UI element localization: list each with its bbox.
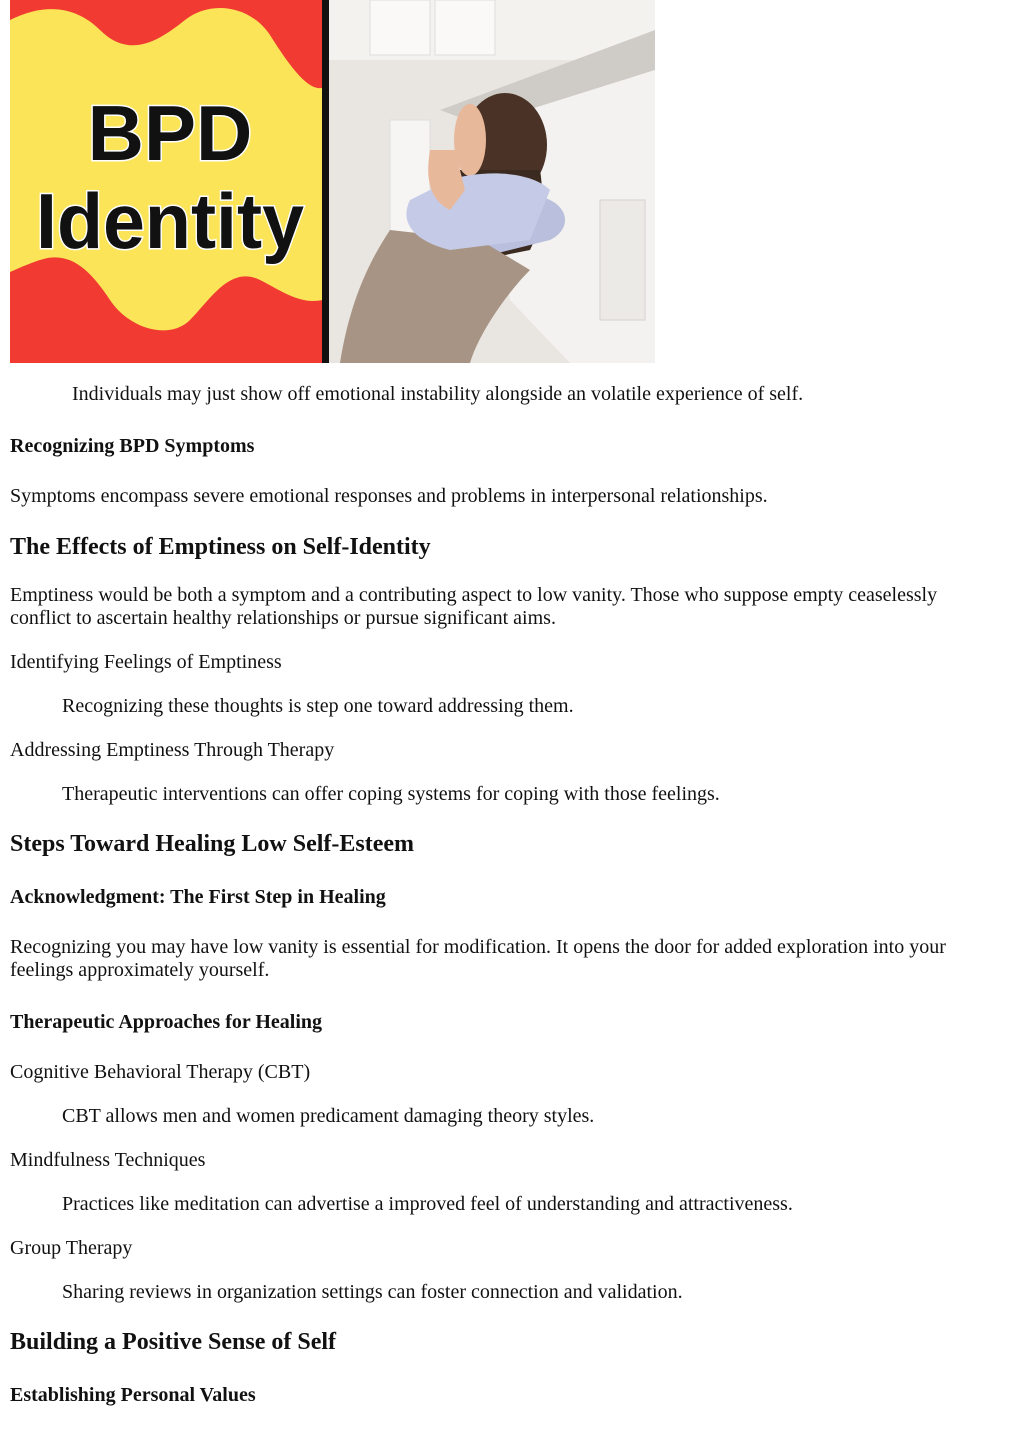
hero-image	[10, 0, 655, 363]
list-item-group-therapy: Group Therapy	[10, 1237, 133, 1259]
list-item-cbt: Cognitive Behavioral Therapy (CBT)	[10, 1061, 311, 1083]
list-item-addressing-desc: Therapeutic interventions can offer coping systems for coping with those feelings.	[62, 783, 720, 805]
list-item-group-therapy-desc: Sharing reviews in organization settings can foster connection and validation.	[62, 1281, 683, 1303]
list-item-cbt-desc: CBT allows men and women predicament damaging theory styles.	[62, 1105, 595, 1127]
list-item-identifying-desc: Recognizing these thoughts is step one toward addressing them.	[62, 695, 574, 717]
intro-text: Individuals may just show off emotional instability alongside an volatile experience of self.	[72, 383, 804, 405]
heading-therapeutic-approaches: Therapeutic Approaches for Healing	[10, 1011, 323, 1033]
emptiness-text: Emptiness would be both a symptom and a contributing aspect to low vanity. Those who suppose empty ceaselessly conflict to ascertain healthy relationships or pursue significant aims.	[10, 584, 938, 629]
heading-steps-healing: Steps Toward Healing Low Self-Esteem	[10, 831, 415, 857]
divider-bar	[322, 0, 329, 363]
list-item-mindfulness: Mindfulness Techniques	[10, 1149, 206, 1171]
acknowledgment-text: Recognizing you may have low vanity is essential for modification. It opens the door for added exploration into your feelings approximately yourself.	[10, 936, 946, 981]
heading-effects-emptiness: The Effects of Emptiness on Self-Identity	[10, 534, 431, 560]
photo-panel	[329, 0, 655, 363]
hero-title-line1: BPD	[87, 89, 253, 177]
article	[10, 0, 1010, 1406]
hero-illustration	[10, 0, 655, 363]
list-item-identifying: Identifying Feelings of Emptiness	[10, 651, 282, 673]
heading-personal-values: Establishing Personal Values	[10, 1384, 256, 1406]
heading-acknowledgment: Acknowledgment: The First Step in Healing	[10, 886, 386, 908]
symptoms-text: Symptoms encompass severe emotional responses and problems in interpersonal relationships.	[10, 485, 768, 507]
list-item-addressing: Addressing Emptiness Through Therapy	[10, 739, 335, 761]
heading-recognizing-symptoms: Recognizing BPD Symptoms	[10, 435, 255, 457]
list-item-mindfulness-desc: Practices like meditation can advertise a improved feel of understanding and attractiveness.	[62, 1193, 793, 1215]
heading-building-self: Building a Positive Sense of Self	[10, 1329, 337, 1355]
hero-title-line2: Identity	[36, 177, 304, 265]
